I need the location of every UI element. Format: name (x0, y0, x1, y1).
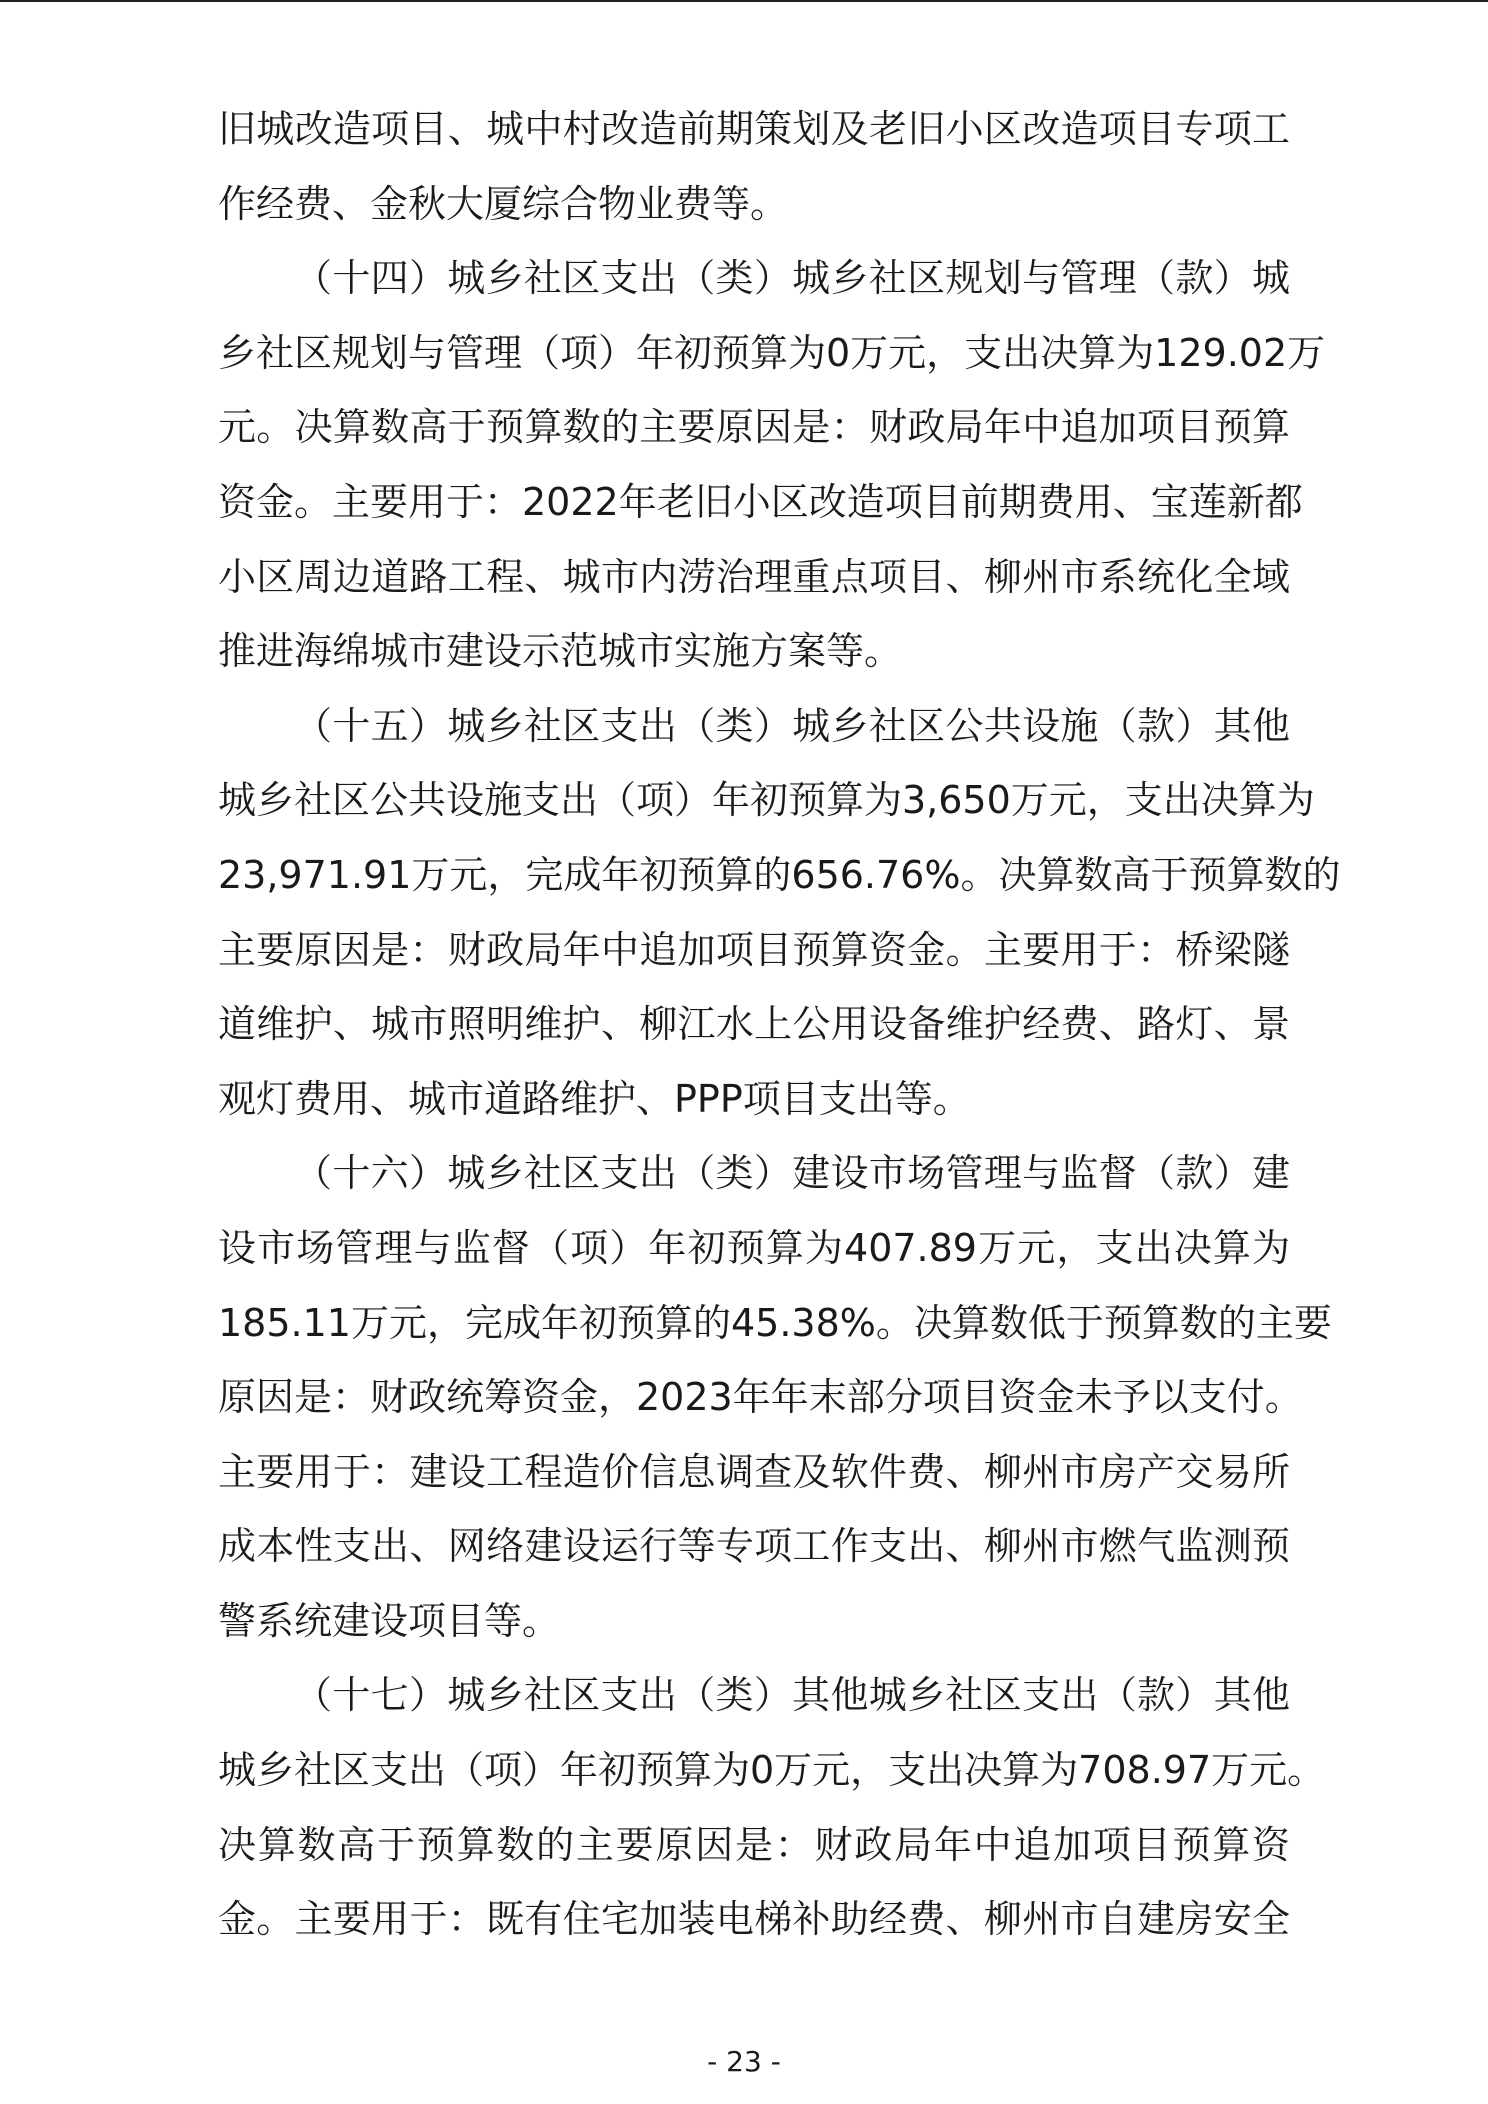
page-top-border (0, 0, 1488, 2)
document-body (218, 92, 1341, 1957)
text-line: 23,971.91万元，完成年初预算的656.76%。决算数高于预算数的 (218, 852, 1341, 897)
text-line: 元。决算数高于预算数的主要原因是：财政局年中追加项目预算 (218, 405, 1290, 450)
text-line: 主要原因是：财政局年中追加项目预算资金。主要用于：桥梁隧 (218, 927, 1290, 972)
text-line: 主要用于：建设工程造价信息调查及软件费、柳州市房产交易所 (218, 1449, 1290, 1494)
section-heading-line: （十四）城乡社区支出（类）城乡社区规划与管理（款）城 (294, 256, 1290, 301)
page-number: - 23 - (707, 2045, 781, 2078)
text-line: 旧城改造项目、城中村改造前期策划及老旧小区改造项目专项工 (218, 107, 1290, 151)
text-line: 185.11万元，完成年初预算的45.38%。决算数低于预算数的主要 (218, 1300, 1332, 1345)
text-line: 警系统建设项目等。 (218, 1598, 561, 1643)
text-line: 原因是：财政统筹资金，2023年年末部分项目资金未予以支付。 (218, 1375, 1303, 1420)
text-line: 资金。主要用于：2022年老旧小区改造项目前期费用、宝莲新都 (218, 479, 1303, 524)
text-line: 决算数高于预算数的主要原因是：财政局年中追加项目预算资 (218, 1822, 1290, 1867)
text-line: 观灯费用、城市道路维护、PPP项目支出等。 (218, 1076, 971, 1121)
text-line: 城乡社区支出（项）年初预算为0万元，支出决算为708.97万元。 (218, 1748, 1326, 1793)
text-line: 成本性支出、网络建设运行等专项工作支出、柳州市燃气监测预 (218, 1524, 1290, 1569)
text-line: 推进海绵城市建设示范城市实施方案等。 (218, 629, 903, 674)
text-line: 金。主要用于：既有住宅加装电梯补助经费、柳州市自建房安全 (218, 1897, 1290, 1942)
text-line: 小区周边道路工程、城市内涝治理重点项目、柳州市系统化全域 (218, 554, 1290, 599)
text-line: 乡社区规划与管理（项）年初预算为0万元，支出决算为129.02万 (218, 330, 1326, 375)
text-line: 作经费、金秋大厦综合物业费等。 (218, 181, 789, 226)
section-heading-line: （十七）城乡社区支出（类）其他城乡社区支出（款）其他 (294, 1673, 1290, 1718)
section-heading-line: （十五）城乡社区支出（类）城乡社区公共设施（款）其他 (294, 703, 1290, 748)
text-line: 设市场管理与监督（项）年初预算为407.89万元，支出决算为 (218, 1225, 1290, 1270)
text-line: 城乡社区公共设施支出（项）年初预算为3,650万元，支出决算为 (218, 778, 1315, 823)
section-heading-line: （十六）城乡社区支出（类）建设市场管理与监督（款）建 (294, 1151, 1290, 1196)
text-line: 道维护、城市照明维护、柳江水上公用设备维护经费、路灯、景 (218, 1002, 1290, 1047)
